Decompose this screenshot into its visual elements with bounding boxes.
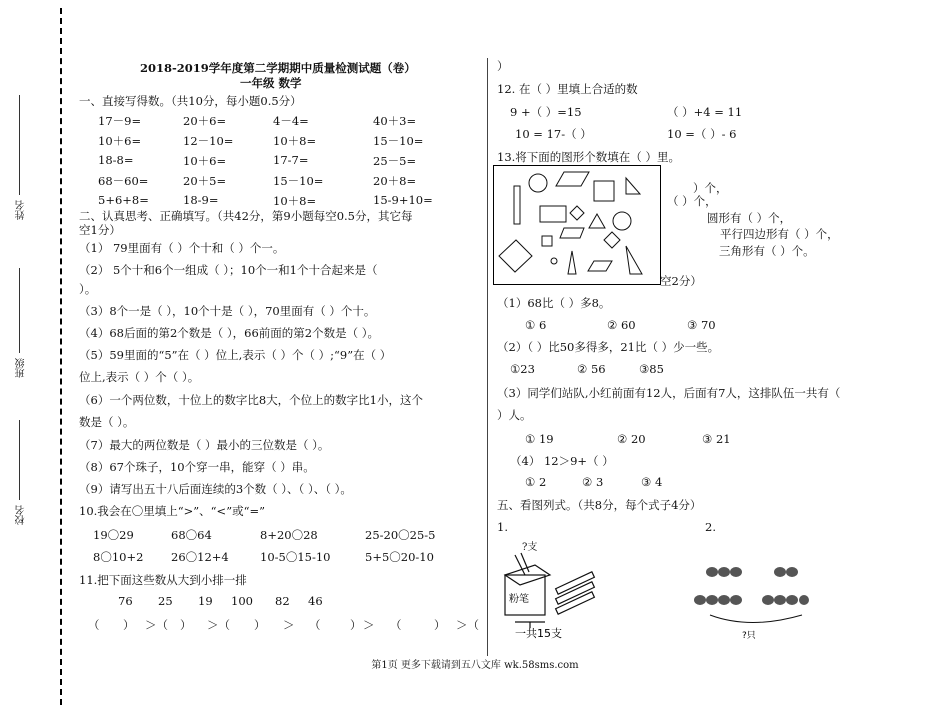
choice-option: ③ 70 [687, 318, 716, 332]
shape-triangle [568, 251, 576, 274]
shape-count-line: 平行四边形有（ ）个， [720, 227, 839, 241]
question-line: 数是（ ）。 [79, 415, 135, 429]
name-label: 姓名 [16, 200, 27, 220]
number-to-sort: 25 [158, 594, 173, 608]
choice-option: ③85 [639, 362, 664, 376]
shape-circle [551, 258, 557, 264]
school-underline [19, 420, 20, 500]
fill-in-item: 10 =（ ）- 6 [667, 127, 737, 141]
fill-in-item: 10 = 17-（ ） [515, 127, 592, 141]
section2-heading: 二、认真思考、正确填写。（共42分，第9小题每空0.5分，其它每 [79, 209, 413, 223]
shape-count-line: 圆形有（ ）个， [707, 211, 792, 225]
question-line: （7）最大的两位数是（ ）最小的三位数是（ ）。 [79, 438, 330, 452]
compare-item: 19〇29 [93, 528, 134, 542]
number-to-sort: 46 [308, 594, 323, 608]
shape-count-line: 三角形有（ ）个。 [719, 244, 815, 258]
question-12: 12. 在（ ）里填上合适的数 [497, 82, 638, 96]
pic1-question: ?支 [522, 542, 538, 553]
question-line: （9）请写出五十八后面连续的3个数（ ）、（ ）、（ ）。 [79, 482, 352, 496]
section3-heading-end: 空2分） [660, 274, 702, 288]
shapes-figure [493, 165, 661, 285]
compare-item: 68〇64 [171, 528, 212, 542]
arithmetic-item: 68－60= [98, 174, 149, 188]
order-blank: （ [88, 618, 100, 632]
order-blank: ＞（ [207, 618, 230, 632]
shape-count-line: （ ）个， [667, 194, 717, 208]
chalk-picture [495, 550, 605, 640]
choice-question-cont: ）人。 [497, 408, 532, 422]
choice-option: ② 60 [607, 318, 636, 332]
question-line: （3）8个一是（ ），10个十是（ ），70里面有（ ）个十。 [79, 304, 376, 318]
question-line: （2） 5个十和6个一组成（ ）；10个一和1个十合起来是（ [79, 263, 378, 277]
arithmetic-item: 15－10= [273, 174, 324, 188]
arithmetic-item: 4－4= [273, 114, 309, 128]
arithmetic-item: 40＋3= [373, 114, 417, 128]
order-blank: ＞ [363, 618, 375, 632]
order-blank: ） [254, 618, 266, 632]
shape-triangle [589, 214, 605, 228]
picture-2-label: 2. [705, 520, 716, 534]
question-line: （1） 79里面有（ ）个十和（ ）个一。 [79, 241, 285, 255]
shape-square [570, 206, 584, 220]
question-line: 10.我会在〇里填上“>”、“<”或“=” [79, 504, 265, 518]
arithmetic-item: 10＋8= [273, 134, 317, 148]
arithmetic-item: 12－10= [183, 134, 234, 148]
question-line: （5）59里面的“5”在（ ）位上,表示（ ）个（ ）;“9”在（ ） [79, 348, 392, 362]
number-to-sort: 100 [231, 594, 253, 608]
shape-triangle [626, 246, 642, 274]
shape-rectangle [514, 186, 520, 224]
shape-parallelogram [588, 261, 612, 271]
section1-heading: 一、直接写得数。（共10分，每小题0.5分） [79, 94, 302, 108]
choice-option: ① 2 [525, 475, 547, 489]
compare-item: 25-20〇25-5 [365, 528, 436, 542]
choice-option: ①23 [510, 362, 535, 376]
arithmetic-item: 18-9= [183, 193, 219, 207]
compare-item: 5+5〇20-10 [365, 550, 434, 564]
pic1-total: 一共15支 [515, 627, 562, 640]
fill-in-item: 9 +（ ）=15 [510, 105, 582, 119]
number-to-sort: 82 [275, 594, 290, 608]
question-line: ）。 [79, 282, 97, 296]
arithmetic-item: 17－9= [98, 114, 142, 128]
number-to-sort: 19 [198, 594, 213, 608]
compare-item: 8+20〇28 [260, 528, 318, 542]
question-13: 13.将下面的图形个数填在（ ）里。 [497, 150, 680, 164]
order-blank: ＞（ [456, 618, 479, 632]
arithmetic-item: 10＋8= [273, 194, 317, 208]
chalk-box-label: 粉笔 [509, 594, 529, 605]
arithmetic-item: 5+6+8= [98, 193, 149, 207]
arithmetic-item: 20＋5= [183, 174, 227, 188]
choice-question: （2）（ ）比50多得多，21比（ ）少一些。 [497, 340, 720, 354]
question-line: 位上,表示（ ）个（ ）。 [79, 370, 200, 384]
section5-heading: 五、看图列式。（共8分，每个式子4分） [497, 498, 702, 512]
exam-subtitle: 一年级 数学 [240, 76, 302, 90]
binding-dashed-line [60, 8, 62, 705]
question-11: 11.把下面这些数从大到小排一排 [79, 573, 247, 587]
page-footer: 第1页 更多下载请到五八文库 wk.58sms.com [371, 660, 579, 671]
order-blank: ） [180, 618, 192, 632]
question-line: （8）67个珠子，10个穿一串，能穿（ ）串。 [79, 460, 315, 474]
compare-item: 10-5〇15-10 [260, 550, 331, 564]
pic2-question: ?只 [742, 631, 756, 641]
arithmetic-item: 15-9+10= [373, 193, 433, 207]
shape-triangle [626, 178, 640, 194]
picture-1-label: 1. [497, 520, 508, 534]
order-blank: ＞（ [145, 618, 168, 632]
arithmetic-item: 20＋6= [183, 114, 227, 128]
shape-square [499, 240, 532, 272]
choice-option: ① 19 [525, 432, 554, 446]
continued-bracket: ） [497, 59, 509, 73]
section2-heading-cont: 空1分） [79, 223, 121, 237]
shape-parallelogram [560, 228, 584, 238]
number-to-sort: 76 [118, 594, 133, 608]
shape-count-line: ）个， [693, 181, 728, 195]
choice-question: （4） 12＞9+（ ） [510, 454, 614, 468]
arithmetic-item: 18-8= [98, 153, 134, 167]
arithmetic-item: 20＋8= [373, 174, 417, 188]
question-line: （6）一个两位数，十位上的数字比8大，个位上的数字比1小，这个 [79, 393, 423, 407]
order-blank: ） [123, 618, 135, 632]
fill-in-item: （ ）+4 = 11 [667, 105, 743, 119]
order-blank: ） [350, 618, 362, 632]
shape-square [542, 236, 552, 246]
class-label: 班级 [16, 358, 27, 378]
order-blank: （ [309, 618, 321, 632]
exam-title: 2018-2019学年度第二学期期中质量检测试题（卷） [140, 61, 416, 75]
shape-rectangle [540, 206, 566, 222]
shape-circle [529, 174, 547, 192]
choice-option: ① 6 [525, 318, 547, 332]
choice-question: （1）68比（ ）多8。 [497, 296, 611, 310]
choice-question: （3）同学们站队,小红前面有12人，后面有7人，这排队伍一共有（ [497, 386, 841, 400]
arithmetic-item: 25－5= [373, 154, 417, 168]
question-line: （4）68后面的第2个数是（ ），66前面的第2个数是（ ）。 [79, 326, 380, 340]
choice-option: ② 3 [582, 475, 604, 489]
birds-picture [690, 560, 810, 645]
name-underline [19, 95, 20, 195]
compare-item: 26〇12+4 [171, 550, 229, 564]
compare-item: 8〇10+2 [93, 550, 144, 564]
arithmetic-item: 10＋6= [183, 154, 227, 168]
order-blank: （ [390, 618, 402, 632]
shape-square [604, 232, 620, 248]
shape-square [594, 181, 614, 201]
arithmetic-item: 10＋6= [98, 134, 142, 148]
order-blank: ） [434, 618, 446, 632]
choice-option: ③ 21 [702, 432, 731, 446]
shape-parallelogram [556, 172, 589, 186]
choice-option: ③ 4 [641, 475, 663, 489]
order-blank: ＞ [283, 618, 295, 632]
arithmetic-item: 17-7= [273, 153, 309, 167]
arithmetic-item: 15－10= [373, 134, 424, 148]
choice-option: ② 20 [617, 432, 646, 446]
choice-option: ② 56 [577, 362, 606, 376]
school-label: 校名 [16, 505, 27, 525]
class-underline [19, 268, 20, 353]
column-divider [487, 58, 488, 656]
shape-circle [613, 212, 631, 230]
